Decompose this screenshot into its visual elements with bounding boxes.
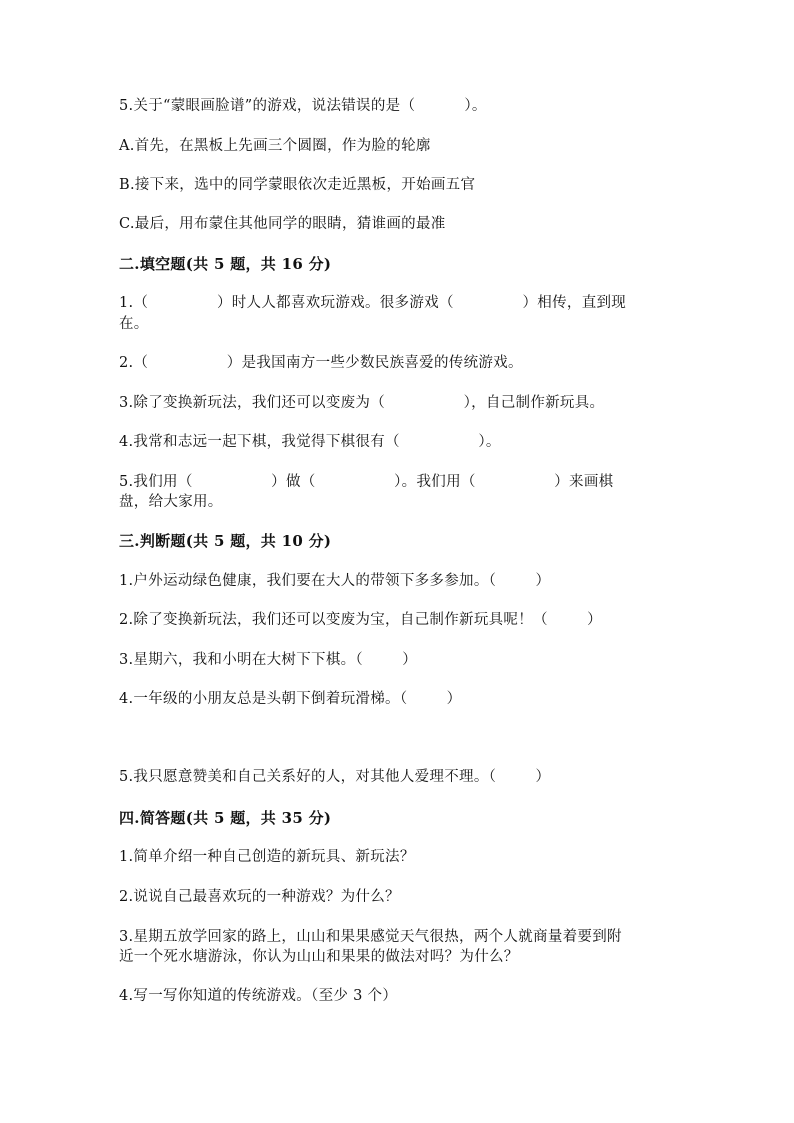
short-answer-q1: 1.简单介绍一种自己创造的新玩具、新玩法？ <box>119 849 415 865</box>
fill-blank-q1-line2: 在。 <box>119 316 149 332</box>
fill-blank-q2: 2.（ ）是我国南方一些少数民族喜爱的传统游戏。 <box>119 355 523 371</box>
section-heading-true-false: 三.判断题(共 5 题，共 10 分) <box>119 532 332 550</box>
short-answer-q3-line1: 3.星期五放学回家的路上，山山和果果感觉天气很热，两个人就商量着要到附 <box>119 929 622 945</box>
true-false-q4: 4.一年级的小朋友总是头朝下倒着玩滑梯。（ ） <box>119 691 462 707</box>
short-answer-q3-line2: 近一个死水塘游泳，你认为山山和果果的做法对吗？为什么？ <box>119 949 519 965</box>
fill-blank-q5-line1: 5.我们用（ ）做（ ）。我们用（ ）来画棋 <box>119 474 614 490</box>
true-false-q2: 2.除了变换新玩法，我们还可以变废为宝，自己制作新玩具呢！（ ） <box>119 612 602 628</box>
mc-option-c: C.最后，用布蒙住其他同学的眼睛，猜谁画的最准 <box>119 216 446 232</box>
mc-option-b: B.接下来，选中的同学蒙眼依次走近黑板，开始画五官 <box>119 177 476 193</box>
short-answer-q2: 2.说说自己最喜欢玩的一种游戏？为什么？ <box>119 889 400 905</box>
mc-question-5: 5.关于“蒙眼画脸谱”的游戏，说法错误的是（ ）。 <box>119 98 487 114</box>
true-false-q1: 1.户外运动绿色健康，我们要在大人的带领下多多参加。（ ） <box>119 573 551 589</box>
short-answer-q4: 4.写一写你知道的传统游戏。（至少 3 个） <box>119 988 398 1004</box>
section-heading-short-answer: 四.简答题(共 5 题，共 35 分) <box>119 809 332 827</box>
fill-blank-q4: 4.我常和志远一起下棋，我觉得下棋很有（ ）。 <box>119 434 501 450</box>
true-false-q5: 5.我只愿意赞美和自己关系好的人，对其他人爱理不理。（ ） <box>119 769 551 785</box>
fill-blank-q5-line2: 盘，给大家用。 <box>119 494 223 510</box>
fill-blank-q1-line1: 1.（ ）时人人都喜欢玩游戏。很多游戏（ ）相传，直到现 <box>119 295 627 311</box>
section-heading-fill-blank: 二.填空题(共 5 题，共 16 分) <box>119 255 332 273</box>
fill-blank-q3: 3.除了变换新玩法，我们还可以变废为（ ），自己制作新玩具。 <box>119 395 605 411</box>
mc-option-a: A.首先，在黑板上先画三个圆圈，作为脸的轮廓 <box>119 138 431 154</box>
true-false-q3: 3.星期六，我和小明在大树下下棋。（ ） <box>119 652 418 668</box>
